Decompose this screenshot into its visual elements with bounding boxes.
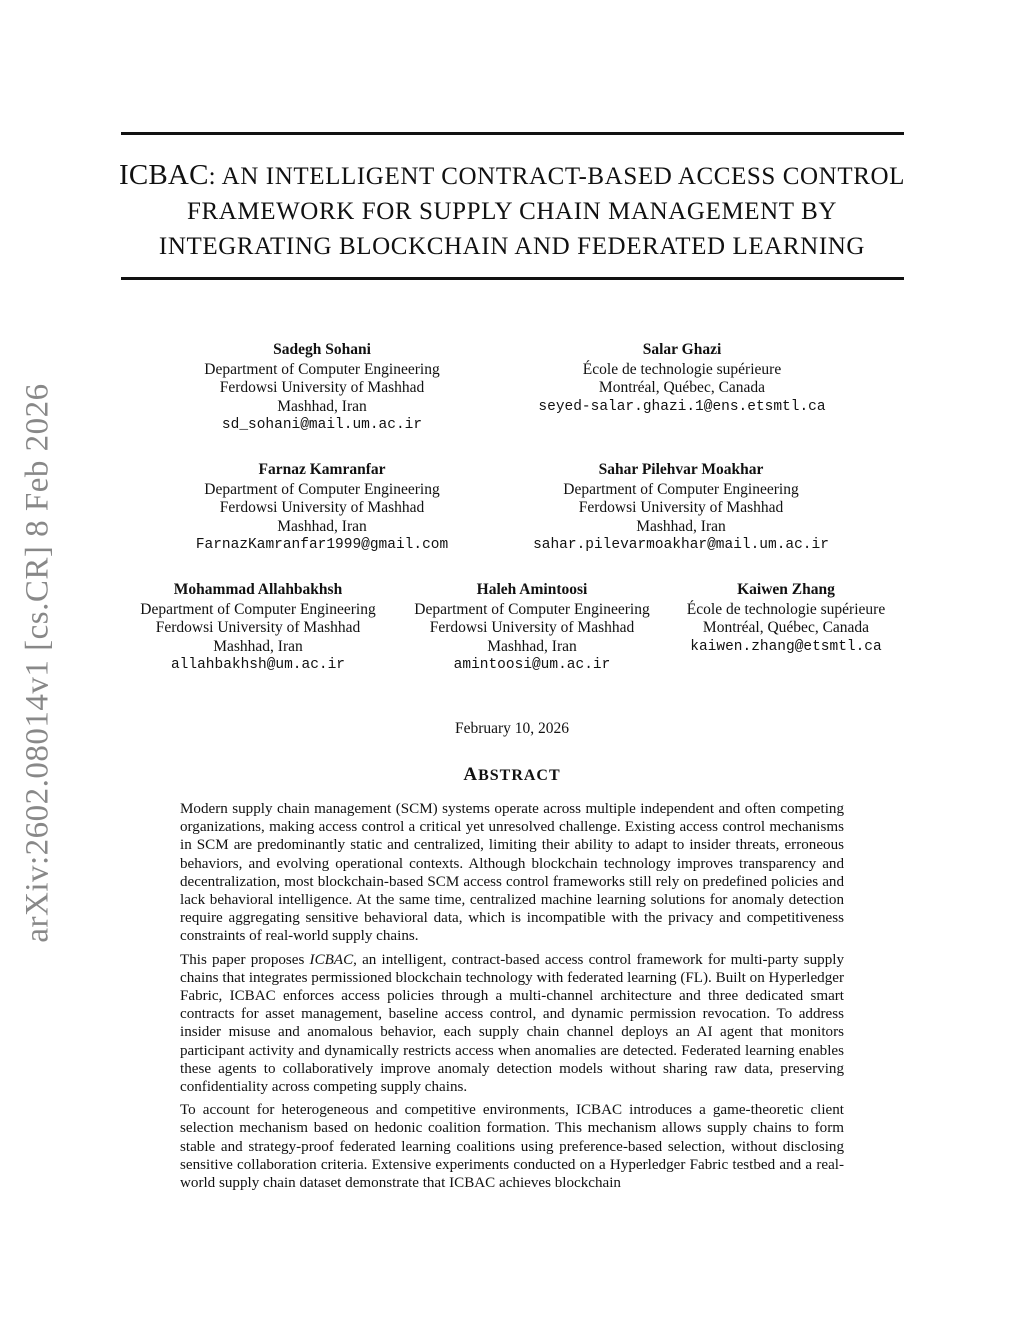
author-name: Mohammad Allahbakhsh [173,581,343,598]
title-acronym: ICBAC [118,159,209,191]
author-affiliation: Ferdowsi University of Mashhad [429,619,635,636]
publication-date: February 10, 2026 [454,720,570,737]
author-affiliation: Department of Computer Engineering [204,360,440,378]
author-name: Sahar Pilehvar Moakhar [598,461,764,478]
author-block [672,581,900,656]
abstract-heading-rest: BSTRACT [478,767,561,784]
title-line-1 [110,158,914,194]
author-affiliation: Montréal, Québec, Canada [702,619,870,636]
author-affiliation: Ferdowsi University of Mashhad [219,379,425,396]
author-email[interactable]: FarnazKamranfar1999@gmail.com [195,537,449,553]
abstract-paragraph: Modern supply chain management (SCM) systems operate across multiple independent and often competing organizations, making access control a critical yet unresolved challenge. Existing access control mechanisms in SCM are predominantly static and centralized, limiting their ability to adapt to insider threats, erroneous behaviors, and evolving operational contexts. Although blockchain technology improves transparency and decentralization, most blockchain-based SCM access control frameworks still rely on predefined policies and lack behavioral intelligence. At the same time, centralized machine learning solutions for anomaly detection require aggregating sensitive behavioral data, which is incompatible with the privacy and competitiveness constraints of real-world supply chains. [180,801,844,945]
author-block [396,581,668,675]
author-email[interactable]: sd_sohani@mail.um.ac.ir [221,417,423,433]
author-affiliation: École de technologie supérieure [582,360,782,378]
title-line-3: INTEGRATING BLOCKCHAIN AND FEDERATED LEARNING [158,233,866,260]
abstract-paragraph: To account for heterogeneous and competitive environments, ICBAC introduces a game-theoretic client selection mechanism based on hedonic coalition formation. This mechanism allows supply chains to form stable and strategy-proof federated learning coalitions using preference-based selection, without disclosing sensitive collaboration criteria. Extensive experiments conducted on a Hyperledger Fabric testbed and a real-world supply chain dataset demonstrate that ICBAC achieves blockchain [180,1102,844,1192]
author-block [516,341,848,416]
author-affiliation: Department of Computer Engineering [563,480,799,498]
author-affiliation: Montréal, Québec, Canada [598,379,766,396]
author-affiliation: Mashhad, Iran [636,517,726,535]
author-block [172,341,472,435]
author-email[interactable]: amintoosi@um.ac.ir [453,657,611,673]
author-affiliation: Mashhad, Iran [213,637,303,655]
author-block [122,581,394,675]
author-affiliation: École de technologie supérieure [686,600,886,618]
author-affiliation: Ferdowsi University of Mashhad [155,619,361,636]
author-name: Kaiwen Zhang [737,581,835,598]
title-rule-top [121,132,904,135]
title-line-1-rest: : AN INTELLIGENT CONTRACT-BASED ACCESS CONTROL [208,163,906,190]
author-affiliation: Department of Computer Engineering [140,600,376,618]
author-affiliation: Mashhad, Iran [487,637,577,655]
title-line-2: FRAMEWORK FOR SUPPLY CHAIN MANAGEMENT BY [186,198,838,225]
abstract-text: , an intelligent, contract-based access control framework for multi-party supply chains that integrates permissioned blockchain technology with federated learning (FL). Built on Hyperledger Fabric, ICBAC enforces access policies through a multi-channel architecture and three dedicated smart contracts for asset management, baseline access control, and dynamic permission revocation. To address insider misuse and anomalous behavior, each supply chain channel deploys an AI agent that monitors participant activity and dynamically restricts access when anomalies are detected. Federated learning enables these agents to collaboratively improve anomaly detection models without sharing raw data, preserving confidentiality across competing supply chains. [180,951,844,1096]
abstract-emphasis: ICBAC [309,951,354,968]
title-rule-bottom [121,277,904,280]
author-affiliation: Ferdowsi University of Mashhad [578,499,784,516]
abstract-body [180,800,844,1197]
arxiv-identifier-text: arXiv:2602.08014v1 [cs.CR] 8 Feb 2026 [19,383,56,943]
author-name: Farnaz Kamranfar [258,461,386,478]
author-affiliation: Mashhad, Iran [277,517,367,535]
abstract-text: This paper proposes [180,951,310,968]
author-email[interactable]: seyed-salar.ghazi.1@ens.etsmtl.ca [538,398,826,415]
arxiv-identifier [8,380,68,946]
author-block [511,461,851,555]
author-block [166,461,478,555]
abstract-heading [0,764,1024,786]
paper-title [110,158,914,264]
author-name: Sadegh Sohani [273,341,371,358]
author-email[interactable]: sahar.pilevarmoakhar@mail.um.ac.ir [533,537,829,553]
author-email[interactable]: allahbakhsh@um.ac.ir [170,657,346,673]
author-affiliation: Department of Computer Engineering [414,600,650,618]
author-affiliation: Ferdowsi University of Mashhad [219,499,425,516]
abstract-heading-initial: A [463,764,479,785]
author-affiliation: Department of Computer Engineering [204,480,440,498]
author-name: Haleh Amintoosi [476,581,588,598]
author-email[interactable]: kaiwen.zhang@etsmtl.ca [690,638,882,655]
author-affiliation: Mashhad, Iran [277,397,367,415]
author-name: Salar Ghazi [642,341,722,358]
abstract-paragraph [180,951,844,1097]
